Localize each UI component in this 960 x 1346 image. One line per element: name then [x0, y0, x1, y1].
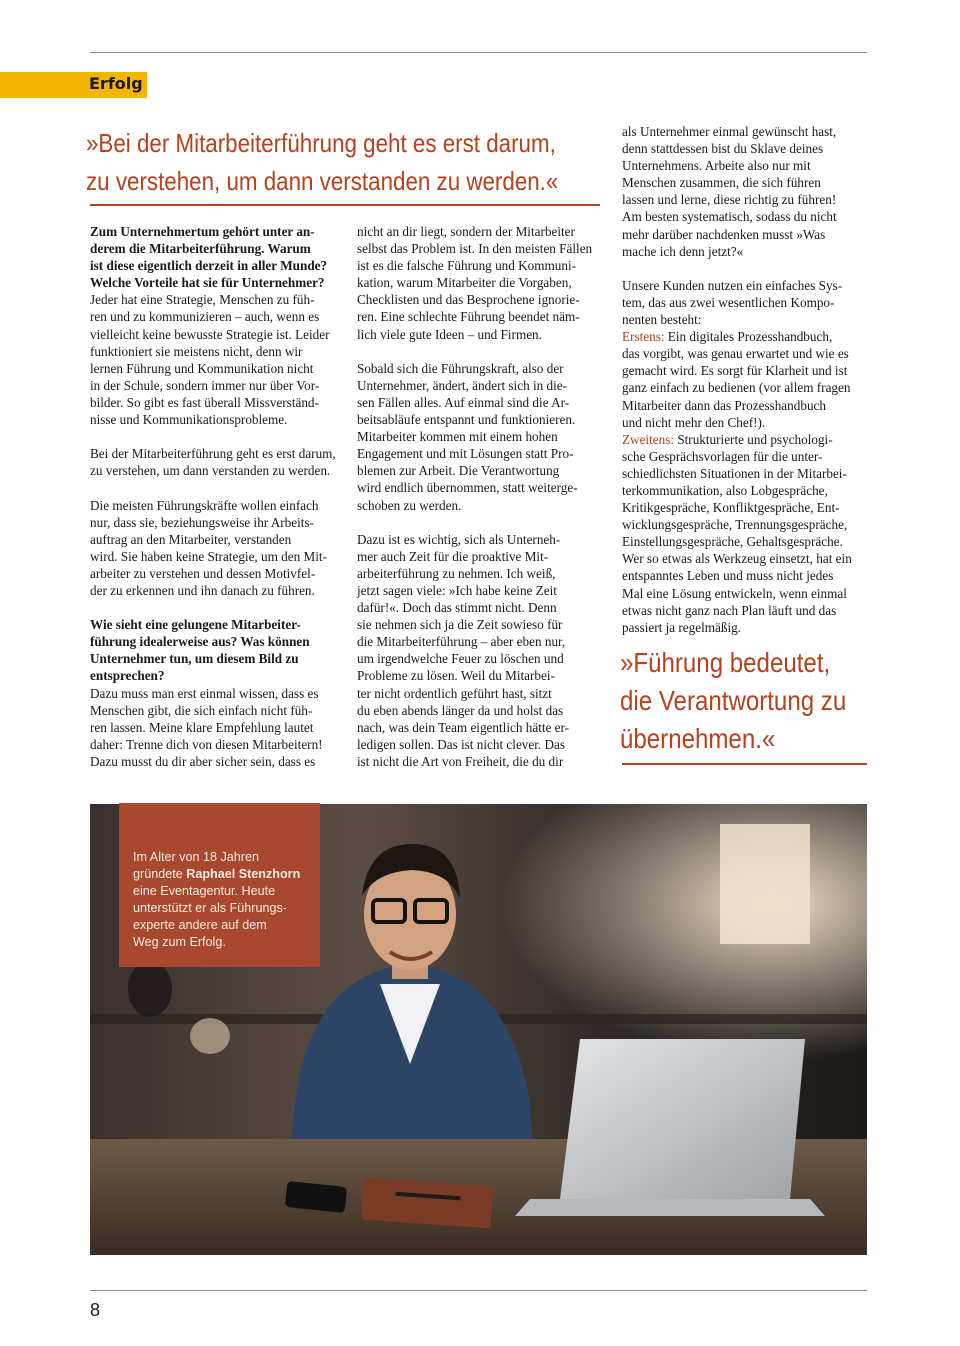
pullquote-right-line: die Verantwortung zu — [620, 685, 847, 716]
text-line: das vorgibt, was genau erwartet und wie es — [622, 346, 849, 362]
text-line: Mal eine Lösung entwickeln, wenn einmal — [622, 585, 847, 601]
text-line: terkommunikation, also Lobgespräche, — [622, 482, 828, 498]
text-line-body: Ein digitales Prozesshandbuch, — [664, 329, 833, 345]
caption-line: experte andere auf dem — [133, 918, 267, 932]
section-tag-label: Erfolg — [89, 74, 143, 93]
text-line: Wie sieht eine gelungene Mitarbeiter- — [90, 617, 301, 633]
pullquote-top — [86, 124, 559, 200]
text-line: Mitarbeiter kommen mit einem hohen — [357, 429, 558, 445]
photo-caption-text — [133, 849, 300, 951]
text-line: Dazu ist es wichtig, sich als Unterneh- — [357, 531, 561, 547]
caption-line: Weg zum Erfolg. — [133, 935, 226, 949]
enumeration-label: Erstens: — [622, 329, 665, 345]
text-line: ren lassen. Meine klare Empfehlung lautet — [90, 719, 314, 735]
text-line: ter nicht ordentlich geführt hast, sitzt — [357, 685, 552, 701]
text-line: lich viele gute Ideen – und Firmen. — [357, 326, 542, 342]
text-line: selbst das Problem ist. In den meisten Fällen — [357, 241, 593, 257]
text-line — [357, 343, 592, 360]
text-line-body: Strukturierte und psychologi- — [674, 431, 833, 447]
text-line: schiedlichsten Situationen in der Mitarbei- — [622, 465, 847, 481]
text-line — [622, 431, 852, 448]
text-line: Menschen gibt, die sich einfach nicht füh- — [90, 702, 313, 718]
text-line: ist nicht die Art von Freiheit, die du dir — [357, 753, 564, 769]
text-line: denn stattdessen bist du Sklave deines — [622, 141, 824, 157]
text-line: bilder. So gibt es fast überall Missverständ- — [90, 394, 319, 410]
page-number: 8 — [90, 1300, 101, 1320]
text-line: führung idealerweise aus? Was können — [90, 634, 310, 650]
pullquote-top-underline — [90, 204, 600, 206]
text-line: vielleicht keine bewusste Strategie ist. Leider — [90, 326, 330, 342]
text-line: Einstellungsgespräche, Gehaltsgespräche. — [622, 534, 843, 550]
text-line: nur, dass sie, beziehungsweise ihr Arbeits- — [90, 514, 314, 530]
text-line: um irgendwelche Feuer zu löschen und — [357, 651, 564, 667]
text-line: arbeiterführung zu nehmen. Ich weiß, — [357, 565, 556, 581]
enumeration-label: Zweitens: — [622, 431, 675, 447]
text-line: Dazu muss man erst einmal wissen, dass es — [90, 685, 319, 701]
text-line: funktioniert sie meistens nicht, denn wir — [90, 343, 303, 359]
text-line: beitsabläufe entspannt und funktionieren. — [357, 412, 576, 428]
text-line — [357, 514, 592, 531]
text-line: Unternehmer, ändert, ändert sich in die- — [357, 377, 568, 393]
pullquote-right-line: übernehmen.« — [620, 723, 776, 754]
caption-person-name: Raphael Stenzhorn — [186, 867, 301, 881]
text-line: lernen Führung und Kommunikation nicht — [90, 360, 314, 376]
text-line: ist es die falsche Führung und Kommuni- — [357, 258, 577, 274]
text-line: Wer so etwas als Werkzeug einsetzt, hat ein — [622, 551, 852, 567]
text-line — [90, 599, 336, 616]
text-line: und nicht mehr den Chef!). — [622, 414, 766, 430]
text-line: Probleme zu lösen. Weil du Mitarbei- — [357, 668, 555, 684]
text-line: ganz einfach zu bedienen (vor allem fragen — [622, 380, 851, 396]
text-line: mehr darüber nachdenken musst »Was — [622, 226, 826, 242]
text-line: sche Gesprächsvorlagen für die unter- — [622, 448, 823, 464]
text-line — [90, 479, 336, 496]
text-line: wird endlich übernommen, statt weiterge- — [357, 480, 578, 496]
top-rule — [90, 52, 867, 53]
text-line: passiert ja regelmäßig. — [622, 619, 742, 635]
article-column-3 — [622, 123, 852, 636]
text-line: ren. Eine schlechte Führung beendet näm- — [357, 309, 580, 325]
text-line — [622, 328, 852, 345]
text-line: blemen zur Arbeit. Die Verantwortung — [357, 463, 560, 479]
text-line — [622, 260, 852, 277]
text-line: gemacht wird. Es sorgt für Klarheit und ist — [622, 363, 848, 379]
text-line: Bei der Mitarbeiterführung geht es erst darum, — [90, 446, 336, 462]
text-line: nenten besteht: — [622, 312, 702, 328]
text-line: Menschen zusammen, die sich führen — [622, 175, 821, 191]
caption-line — [133, 866, 300, 883]
photo-caption-box — [119, 803, 320, 967]
text-line: der zu erkennen und ihn danach zu führen. — [90, 582, 315, 598]
text-line: Jeder hat eine Strategie, Menschen zu füh- — [90, 292, 315, 308]
article-column-1 — [90, 223, 336, 770]
text-line: arbeiter zu verstehen und dessen Motivfel- — [90, 565, 316, 581]
pullquote-right-underline — [622, 763, 867, 765]
text-line: Kritikgespräche, Konfliktgespräche, Ent- — [622, 500, 840, 516]
text-line: Unternehmer tun, um diesem Bild zu — [90, 651, 299, 667]
text-line: dafür!«. Doch das stimmt nicht. Denn — [357, 600, 557, 616]
caption-line: Im Alter von 18 Jahren — [133, 850, 260, 864]
caption-line: unterstützt er als Führungs- — [133, 901, 287, 915]
text-line: Dazu musst du dir aber sicher sein, dass es — [90, 753, 316, 769]
text-line: als Unternehmer einmal gewünscht hast, — [622, 124, 837, 139]
text-line: sie nehmen sich ja die Zeit sowieso für — [357, 617, 563, 633]
text-line: tem, das aus zwei wesentlichen Kompo- — [622, 294, 835, 310]
text-line: wicklungsgespräche, Trennungsgespräche, — [622, 517, 848, 533]
pullquote-top-line: zu verstehen, um dann verstanden zu werden.« — [86, 166, 559, 196]
text-line: Unsere Kunden nutzen ein einfaches Sys- — [622, 277, 843, 293]
text-line: Unternehmens. Arbeite also nur mit — [622, 158, 811, 174]
article-column-2 — [357, 223, 592, 770]
text-line: wird. Sie haben keine Strategie, um den Mit- — [90, 548, 327, 564]
text-line: mer auch Zeit für die proaktive Mit- — [357, 548, 549, 564]
text-line: ledigen sollen. Das ist nicht clever. Das — [357, 736, 566, 752]
text-line: du eben abends länger da und holst das — [357, 702, 564, 718]
text-line: entspanntes Leben und muss nicht jedes — [622, 568, 834, 584]
text-line: schoben zu werden. — [357, 497, 462, 513]
pullquote-right-line: »Führung bedeutet, — [620, 647, 831, 678]
text-line: Checklisten und das Besprochene ignorie- — [357, 292, 580, 308]
text-line: kation, warum Mitarbeiter die Vorgaben, — [357, 275, 572, 291]
section-tag — [0, 72, 147, 98]
text-line: ren und zu kommunizieren – auch, wenn es — [90, 309, 320, 325]
text-line: lassen und lerne, diese richtig zu führen! — [622, 192, 837, 208]
text-line: auftrag an den Mitarbeiter, verstanden — [90, 531, 292, 547]
caption-line-text: gründete — [133, 867, 187, 881]
text-line: ist diese eigentlich derzeit in aller Munde? — [90, 258, 328, 274]
text-line — [90, 428, 336, 445]
text-line: Engagement und mit Lösungen statt Pro- — [357, 446, 574, 462]
pullquote-right — [620, 644, 846, 758]
text-line: die Mitarbeiterführung – aber eben nur, — [357, 634, 566, 650]
bottom-rule — [90, 1290, 867, 1291]
text-line: Mitarbeiter dann das Prozesshandbuch — [622, 397, 826, 413]
text-line: Zum Unternehmertum gehört unter an- — [90, 224, 315, 239]
text-line: in der Schule, sondern immer nur über Vor- — [90, 377, 320, 393]
text-line: zu verstehen, um dann verstanden zu werden. — [90, 463, 331, 479]
text-line: mache ich denn jetzt?« — [622, 243, 744, 259]
text-line: Sobald sich die Führungskraft, also der — [357, 360, 564, 376]
text-line: Welche Vorteile hat sie für Unternehmer? — [90, 275, 325, 291]
pullquote-top-line: »Bei der Mitarbeiterführung geht es erst darum, — [86, 128, 556, 158]
text-line: nach, was dein Team eigentlich hätte er- — [357, 719, 570, 735]
text-line: jetzt sagen viele: »Ich habe keine Zeit — [357, 582, 557, 598]
text-line: entsprechen? — [90, 668, 165, 684]
text-line: Am besten systematisch, sodass du nicht — [622, 209, 837, 225]
text-line: derem die Mitarbeiterführung. Warum — [90, 241, 311, 257]
text-line: daher: Trenne dich von diesen Mitarbeitern! — [90, 736, 323, 752]
text-line: etwas nicht ganz nach Plan läuft und das — [622, 602, 837, 618]
text-line: Die meisten Führungskräfte wollen einfach — [90, 497, 319, 513]
text-line: sen Fällen alles. Auf einmal sind die Ar- — [357, 394, 570, 410]
text-line: nicht an dir liegt, sondern der Mitarbeiter — [357, 224, 575, 239]
caption-line: eine Eventagentur. Heute — [133, 884, 276, 898]
text-line: nisse und Kommunikationsprobleme. — [90, 412, 288, 428]
